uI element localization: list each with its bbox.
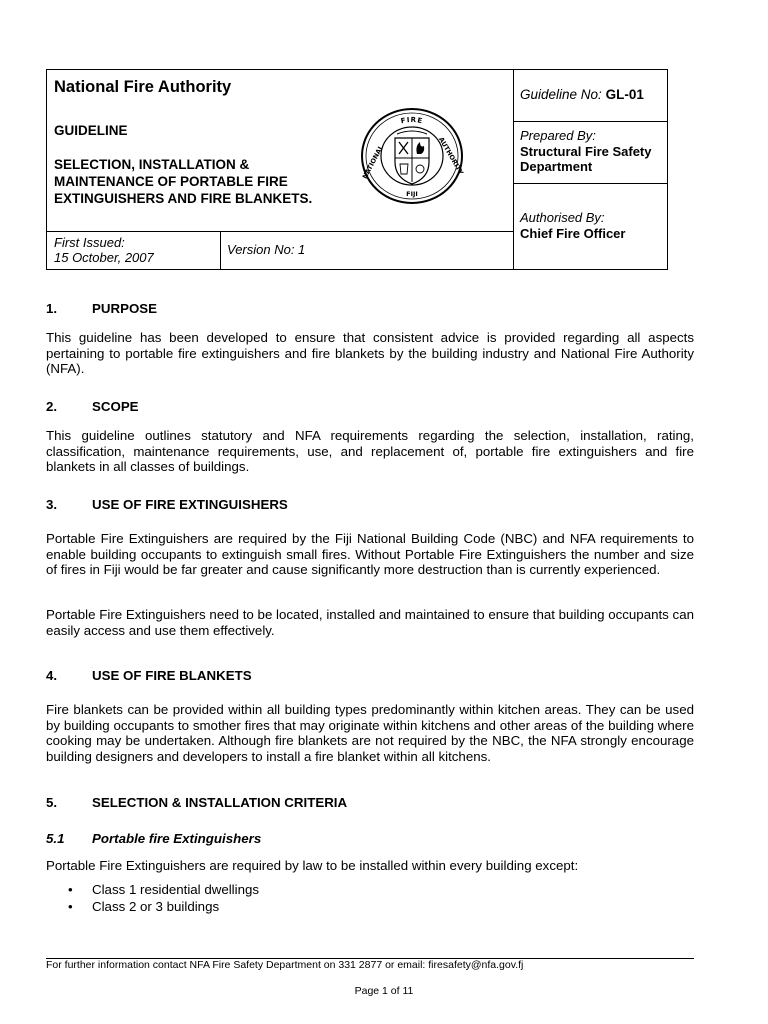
prepared-by-value-line2: Department [520,159,593,174]
guideline-number [520,87,644,102]
document-header-table [46,69,668,270]
section-1-paragraph: This guideline has been developed to ensure that consistent advice is provided regarding all aspects pertaining to portable fire extinguishers and fire blankets by the building industry and National Fire Authority (NFA). [46,330,694,377]
section-3-paragraph-2: Portable Fire Extinguishers need to be located, installed and maintained to ensure that building occupants can easily access and use them effectively. [46,607,694,638]
first-issued-date: 15 October, 2007 [54,250,154,265]
header-divider [513,121,667,122]
exemption-list [46,881,259,915]
nfa-seal-logo [357,106,467,206]
section-2-paragraph: This guideline outlines statutory and NFA requirements regarding the selection, installation, rating, classification, maintenance requirements, use, and replacement of, portable fire extinguishers and fire blankets in all classes of buildings. [46,428,694,475]
section-4-paragraph: Fire blankets can be provided within all building types predominantly within kitchen areas. They can be used by building occupants to smother fires that may originate within kitchens and other areas of the building where cooking may be undertaken. Although fire blankets are not required by the NBC, the NFA strongly encourage building designers and developers to install a fire blanket within all kitchens. [46,702,694,764]
section-2-heading [46,399,139,414]
seal-left-text: NATIONAL [360,143,386,181]
seal-top-text: FIRE [400,115,424,126]
seal-right-text: AUTHORITY [437,135,465,177]
section-5-heading [46,795,347,810]
section-title: USE OF FIRE BLANKETS [92,668,252,683]
section-3-paragraph-1: Portable Fire Extinguishers are required by the Fiji National Building Code (NBC) and NFA requirements to enable building occupants to extinguish small fires. Without Portable Fire Extinguishers the number and size of fires in Fiji would be far greater and cause significantly more destruction than is currently experienced. [46,531,694,578]
organization-name: National Fire Authority [54,78,232,96]
guideline-number-label: Guideline No: [520,87,602,102]
list-item: • Class 2 or 3 buildings [46,898,259,915]
authorised-by-label: Authorised By: [520,210,605,225]
guideline-number-value: GL-01 [605,87,644,102]
footer-contact-note: For further information contact NFA Fire Safety Department on 331 2877 or email: firesafety@nfa.gov.fj [46,959,524,971]
section-title: PURPOSE [92,301,158,316]
header-divider [220,231,221,269]
authorised-by [520,210,625,241]
section-number: 5. [46,795,58,810]
prepared-by [520,128,652,175]
page-number: Page 1 of 11 [354,985,414,997]
prepared-by-label: Prepared By: [520,128,596,143]
section-1-heading [46,301,157,316]
first-issued [54,235,154,265]
header-divider [47,231,513,232]
section-title: SELECTION & INSTALLATION CRITERIA [92,795,348,810]
section-3-heading [46,497,288,512]
section-5-paragraph: Portable Fire Extinguishers are required by law to be installed within every building except: [46,858,579,873]
subsection-number: 5.1 [46,831,65,846]
section-number: 2. [46,399,58,414]
section-title: SCOPE [92,399,139,414]
section-title: USE OF FIRE EXTINGUISHERS [92,497,288,512]
header-divider [513,70,514,269]
section-number: 3. [46,497,58,512]
section-4-heading [46,668,252,683]
header-divider [513,183,667,184]
prepared-by-value-line1: Structural Fire Safety [520,143,652,159]
section-number: 1. [46,301,58,316]
document-title: SELECTION, INSTALLATION & MAINTENANCE OF PORTABLE FIRE EXTINGUISHERS AND FIRE BLANKETS. [54,157,313,206]
version-number: Version No: 1 [227,242,306,257]
section-number: 4. [46,668,58,683]
authorised-by-value: Chief Fire Officer [520,225,626,241]
subsection-5-1-heading [46,831,261,846]
list-item: • Class 1 residential dwellings [46,881,259,898]
svg-text:FIRE [400,116,424,125]
document-kind: GUIDELINE [54,123,128,138]
seal-bottom-text: FIJI [406,190,418,198]
first-issued-label: First Issued: [54,235,125,250]
subsection-title: Portable fire Extinguishers [92,831,262,846]
